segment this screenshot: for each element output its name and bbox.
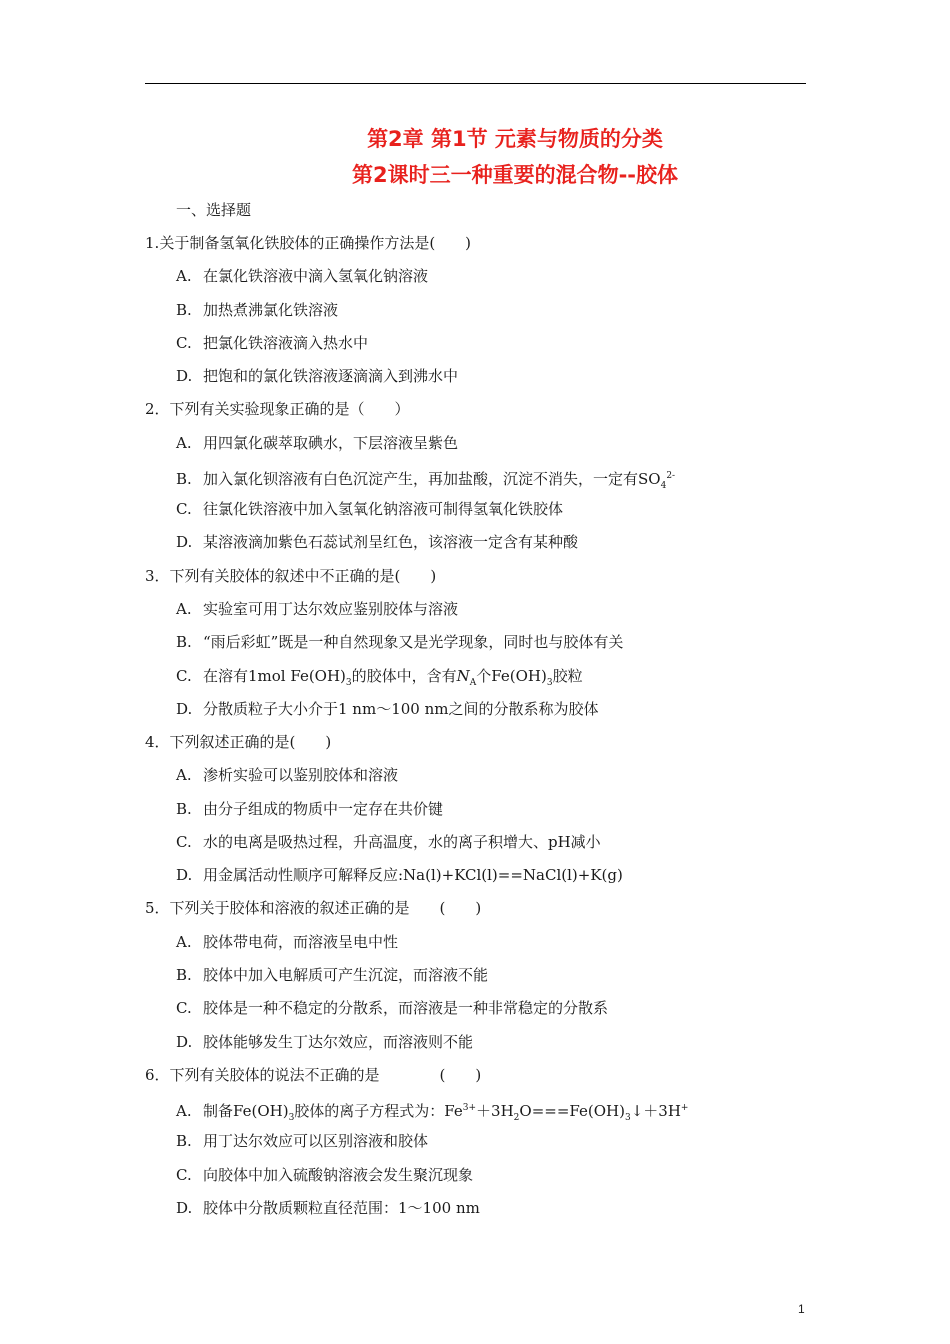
option-label: B.: [176, 470, 192, 488]
option-text: 往氯化铁溶液中加入氢氧化钠溶液可制得氢氧化铁胶体: [203, 500, 564, 518]
option-2c: [176, 499, 563, 519]
option-text: 胶体能够发生丁达尔效应，而溶液则不能: [203, 1033, 474, 1051]
option-4a: [176, 765, 398, 785]
subscript: 2: [513, 1113, 520, 1123]
option-text: 用四氯化碳萃取碘水，下层溶液呈紫色: [203, 434, 459, 452]
option-text: 胶体的离子方程式为：Fe: [294, 1102, 463, 1120]
option-text: 胶体中加入电解质可产生沉淀，而溶液不能: [203, 966, 489, 984]
option-label: D.: [176, 533, 193, 551]
option-5b: [176, 965, 488, 985]
option-text: 制备Fe(OH): [203, 1102, 289, 1120]
option-text: ↓＋3H: [630, 1102, 681, 1120]
option-label: B.: [176, 633, 192, 651]
subscript: 3: [624, 1113, 631, 1123]
option-label: A.: [176, 267, 192, 285]
option-text: 实验室可用丁达尔效应鉴别胶体与溶液: [203, 600, 459, 618]
option-text: 胶体中分散质颗粒直径范围：1～100 nm: [203, 1199, 480, 1217]
option-6d: [176, 1198, 480, 1218]
question-number: 3．: [145, 567, 170, 585]
option-text: 分散质粒子大小介于1 nm～100 nm之间的分散系称为胶体: [203, 700, 599, 718]
question-number: 6．: [145, 1066, 170, 1084]
page-subtitle: 第2课时三一种重要的混合物--胶体: [351, 163, 679, 187]
option-label: C.: [176, 1166, 192, 1184]
option-6a: [176, 1098, 688, 1128]
option-text: 胶体是一种不稳定的分散系，而溶液是一种非常稳定的分散系: [203, 999, 609, 1017]
option-text: 加热煮沸氯化铁溶液: [203, 301, 339, 319]
option-label: C.: [176, 999, 192, 1017]
option-1c: [176, 333, 368, 353]
option-text: 个Fe(OH): [476, 667, 547, 685]
option-text: 把饱和的氯化铁溶液逐滴滴入到沸水中: [203, 367, 459, 385]
option-text: 的胶体中，含有: [351, 667, 457, 685]
question-stem: 下列叙述正确的是( ): [169, 733, 332, 751]
question-stem: 下列关于胶体和溶液的叙述正确的是 ( ): [169, 899, 482, 917]
question-5: [145, 898, 481, 918]
option-label: C.: [176, 833, 192, 851]
option-1a: [176, 266, 428, 286]
option-label: D.: [176, 1033, 193, 1051]
question-6: [145, 1065, 481, 1085]
subscript: 4: [660, 481, 667, 491]
question-number: 1.: [145, 234, 160, 252]
option-label: A.: [176, 933, 192, 951]
option-5d: [176, 1032, 473, 1052]
option-label: B.: [176, 966, 192, 984]
option-3a: [176, 599, 458, 619]
question-2: [145, 399, 410, 419]
option-text: 某溶液滴加紫色石蕊试剂呈红色，该溶液一定含有某种酸: [203, 533, 579, 551]
option-5c: [176, 998, 608, 1018]
question-stem: 下列有关胶体的叙述中不正确的是( ): [169, 567, 437, 585]
page-number: 1: [798, 1302, 805, 1316]
option-label: A.: [176, 434, 192, 452]
question-stem: 下列有关胶体的说法不正确的是 ( ): [169, 1066, 482, 1084]
option-label: A.: [176, 600, 192, 618]
option-text: 向胶体中加入硫酸钠溶液会发生聚沉现象: [203, 1166, 474, 1184]
option-label: A.: [176, 1102, 192, 1120]
option-4b: [176, 799, 443, 819]
question-number: 2．: [145, 400, 170, 418]
option-text: 渗析实验可以鉴别胶体和溶液: [203, 766, 399, 784]
option-6c: [176, 1165, 473, 1185]
option-text: 用金属活动性顺序可解释反应:Na(l)+KCl(l)==NaCl(l)+K(g): [203, 866, 623, 884]
option-text: O===Fe(OH): [519, 1102, 625, 1120]
header-rule: [145, 83, 806, 84]
option-text: 由分子组成的物质中一定存在共价键: [203, 800, 444, 818]
option-label: C.: [176, 334, 192, 352]
superscript: +: [680, 1103, 689, 1113]
option-3b: [176, 632, 623, 652]
option-text: 在溶有1mol Fe(OH): [203, 667, 346, 685]
option-6b: [176, 1131, 428, 1151]
superscript: 2-: [666, 471, 676, 481]
question-3: [145, 566, 436, 586]
question-number: 4．: [145, 733, 170, 751]
option-label: C.: [176, 667, 192, 685]
option-5a: [176, 932, 398, 952]
superscript: 3+: [462, 1103, 477, 1113]
subscript: A: [469, 678, 477, 688]
option-text: 胶体带电荷，而溶液呈电中性: [203, 933, 399, 951]
option-4c: [176, 832, 601, 852]
option-label: B.: [176, 800, 192, 818]
question-4: [145, 732, 331, 752]
option-1d: [176, 366, 458, 386]
subscript: 3: [288, 1113, 295, 1123]
subscript: 3: [546, 678, 553, 688]
option-label: B.: [176, 1132, 192, 1150]
option-label: C.: [176, 500, 192, 518]
option-label: D.: [176, 367, 193, 385]
question-1: [145, 233, 471, 253]
option-label: D.: [176, 1199, 193, 1217]
question-stem: 关于制备氢氧化铁胶体的正确操作方法是( ): [159, 234, 472, 252]
page-title: 第2章 第1节 元素与物质的分类: [367, 127, 663, 151]
option-text: 用丁达尔效应可以区别溶液和胶体: [203, 1132, 429, 1150]
option-label: B.: [176, 301, 192, 319]
option-label: D.: [176, 866, 193, 884]
option-text: 在氯化铁溶液中滴入氢氧化钠溶液: [203, 267, 429, 285]
option-label: D.: [176, 700, 193, 718]
option-3c: [176, 666, 583, 693]
option-text: “雨后彩虹”既是一种自然现象又是光学现象，同时也与胶体有关: [203, 633, 624, 651]
option-1b: [176, 300, 338, 320]
option-2a: [176, 433, 458, 453]
section-heading: 一、选择题: [176, 201, 252, 219]
subscript: 3: [345, 678, 352, 688]
question-number: 5．: [145, 899, 170, 917]
option-3d: [176, 699, 598, 719]
option-text: 加入氯化钡溶液有白色沉淀产生，再加盐酸，沉淀不消失，一定有SO: [203, 470, 661, 488]
option-2b: [176, 466, 675, 496]
question-stem: 下列有关实验现象正确的是（ ）: [169, 400, 410, 418]
option-text: 水的电离是吸热过程，升高温度，水的离子积增大、pH减小: [203, 833, 601, 851]
option-text: 把氯化铁溶液滴入热水中: [203, 334, 369, 352]
option-label: A.: [176, 766, 192, 784]
option-4d: [176, 865, 623, 885]
option-text: ＋3H: [476, 1102, 514, 1120]
italic-symbol: N: [456, 667, 470, 685]
option-text: 胶粒: [552, 667, 583, 685]
option-2d: [176, 532, 578, 552]
